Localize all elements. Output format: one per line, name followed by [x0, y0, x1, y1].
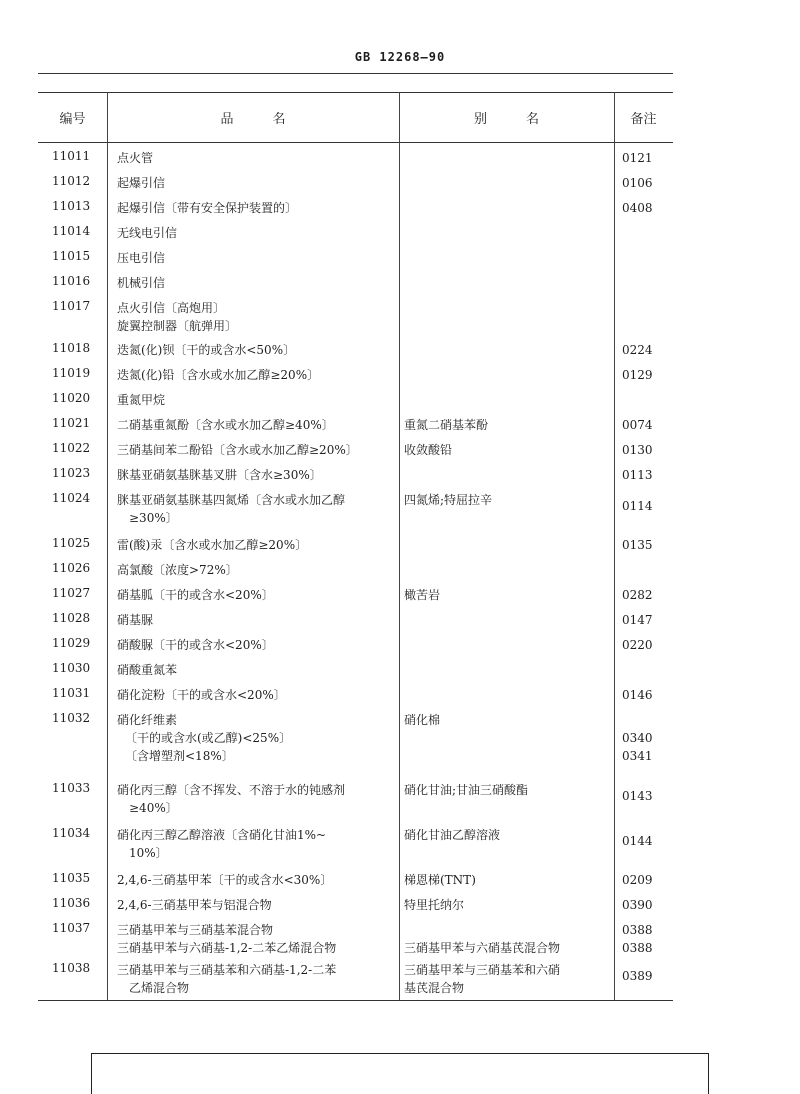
- row-name-line: 2,4,6-三硝基甲苯〔干的或含水<30%〕: [117, 873, 333, 887]
- row-alias: [404, 826, 612, 844]
- row-note: [622, 536, 672, 554]
- row-number: 11029: [52, 636, 91, 650]
- row-number: 11014: [52, 224, 91, 238]
- row-number: 11019: [52, 366, 91, 380]
- row-number: 11027: [52, 586, 91, 600]
- row-number: 11034: [52, 826, 91, 840]
- row-number: 11037: [52, 921, 91, 935]
- row-note-line: 0129: [622, 368, 653, 382]
- row-name-line: 机械引信: [117, 276, 166, 290]
- row-number: 11025: [52, 536, 91, 550]
- row-alias: [404, 711, 612, 729]
- row-number: 11033: [52, 781, 91, 795]
- row-name-line: 点火管: [117, 151, 154, 165]
- row-number: 11036: [52, 896, 91, 910]
- row-number: 11013: [52, 199, 91, 213]
- row-number: 11018: [52, 341, 91, 355]
- row-note-line: 0074: [622, 418, 653, 432]
- header-rule-top: [38, 73, 673, 74]
- row-name: [117, 249, 402, 267]
- row-name-line: 三硝基甲苯与三硝基苯混合物: [117, 923, 274, 937]
- row-name: [117, 441, 402, 459]
- row-name: [117, 274, 402, 292]
- row-number: 11028: [52, 611, 91, 625]
- row-note: [622, 686, 672, 704]
- row-note-line: 0224: [622, 343, 653, 357]
- row-note-line: 0389: [622, 969, 653, 983]
- row-name: [117, 536, 402, 554]
- row-alias: [404, 416, 612, 434]
- row-note-line: 0106: [622, 176, 653, 190]
- row-name: [117, 921, 402, 957]
- column-header-alias: 别 名: [473, 111, 539, 127]
- row-name: [117, 781, 402, 817]
- row-name: [117, 611, 402, 629]
- row-name-line: 脒基亚硝氨基脒基四氮烯〔含水或水加乙醇: [117, 493, 346, 507]
- row-name-line: 〔干的或含水(或乙醇)<25%〕: [125, 731, 292, 745]
- row-alias-line: 硝化棉: [404, 713, 441, 727]
- row-note-line: [622, 711, 672, 729]
- row-note-line: 0144: [622, 834, 653, 848]
- row-name: [117, 199, 402, 217]
- row-name-line: 点火引信〔高炮用〕: [117, 301, 226, 315]
- table-rule-bottom: [38, 1000, 673, 1001]
- row-name: [117, 491, 402, 527]
- row-note: [622, 832, 672, 850]
- row-number: 11012: [52, 174, 91, 188]
- row-alias-line: 硝化甘油乙醇溶液: [404, 828, 501, 842]
- row-name: [117, 711, 402, 765]
- row-number: 11030: [52, 661, 91, 675]
- row-note: [622, 967, 672, 985]
- row-note-line: 0390: [622, 898, 653, 912]
- row-name: [117, 586, 402, 604]
- row-name: [117, 661, 402, 679]
- document-header: GB 12268—90: [354, 50, 446, 64]
- row-alias: [404, 586, 612, 604]
- row-number: 11017: [52, 299, 91, 313]
- row-note-line: 0130: [622, 443, 653, 457]
- row-number: 11022: [52, 441, 91, 455]
- row-number: 11026: [52, 561, 91, 575]
- row-name: [117, 961, 402, 997]
- row-name-line: 2,4,6-三硝基甲苯与铝混合物: [117, 898, 272, 912]
- row-alias-line: 特里托纳尔: [404, 898, 465, 912]
- row-name: [117, 366, 402, 384]
- row-name-line: 〔含增塑剂<18%〕: [125, 749, 234, 763]
- row-number: 11023: [52, 466, 91, 480]
- row-alias-line: 梯恩梯(TNT): [404, 873, 476, 887]
- row-name-line: 迭氮(化)钡〔干的或含水<50%〕: [117, 343, 296, 357]
- row-alias-line: 三硝基甲苯与六硝基芪混合物: [404, 941, 561, 955]
- row-name-line: 脒基亚硝氨基脒基叉肼〔含水≥30%〕: [117, 468, 322, 482]
- row-note: [622, 199, 672, 217]
- row-note-line: 0388: [622, 923, 653, 937]
- row-number: 11015: [52, 249, 91, 263]
- row-name: [117, 149, 402, 167]
- row-number: 11011: [52, 149, 91, 163]
- row-alias: [404, 961, 612, 997]
- row-name-line: 硝基胍〔干的或含水<20%〕: [117, 588, 274, 602]
- row-number: 11020: [52, 391, 91, 405]
- row-note: [622, 466, 672, 484]
- row-note: [622, 416, 672, 434]
- row-alias-line: [404, 921, 612, 939]
- row-number: 11035: [52, 871, 91, 885]
- row-name-line: 硝基脲: [117, 613, 154, 627]
- row-alias: [404, 441, 612, 459]
- row-name-line: 硝化纤维素: [117, 713, 178, 727]
- row-name-line: 迭氮(化)铅〔含水或水加乙醇≥20%〕: [117, 368, 320, 382]
- row-note-line: 0121: [622, 151, 653, 165]
- row-name-line: 三硝基间苯二酚铅〔含水或水加乙醇≥20%〕: [117, 443, 358, 457]
- row-number: 11031: [52, 686, 91, 700]
- row-name-line: 压电引信: [117, 251, 166, 265]
- row-name: [117, 561, 402, 579]
- row-alias-line: 硝化甘油;甘油三硝酸酯: [404, 783, 529, 797]
- row-number: 11024: [52, 491, 91, 505]
- row-number: 11021: [52, 416, 91, 430]
- row-name: [117, 896, 402, 914]
- row-name-line: 三硝基甲苯与三硝基苯和六硝基-1,2-二苯: [117, 963, 337, 977]
- row-note: [622, 149, 672, 167]
- row-number: 11016: [52, 274, 91, 288]
- row-name-line: ≥40%〕: [129, 801, 178, 815]
- row-name-line: 起爆引信: [117, 176, 166, 190]
- row-note-line: 0220: [622, 638, 653, 652]
- row-name-line: 重氮甲烷: [117, 393, 166, 407]
- row-alias-line: 重氮二硝基苯酚: [404, 418, 489, 432]
- row-note-line: 0340: [622, 731, 653, 745]
- row-name: [117, 299, 402, 335]
- row-alias-line: 基芪混合物: [404, 981, 465, 995]
- row-note: [622, 586, 672, 604]
- column-divider-3: [614, 92, 615, 1000]
- row-name: [117, 636, 402, 654]
- row-alias: [404, 491, 612, 509]
- row-name-line: 无线电引信: [117, 226, 178, 240]
- row-note-line: 0135: [622, 538, 653, 552]
- row-note-line: 0146: [622, 688, 653, 702]
- row-note: [622, 871, 672, 889]
- row-name-line: 硝化淀粉〔干的或含水<20%〕: [117, 688, 286, 702]
- row-note: [622, 366, 672, 384]
- row-alias: [404, 921, 612, 957]
- column-header-name: 品 名: [220, 111, 286, 127]
- row-alias-line: 收敛酸铅: [404, 443, 453, 457]
- row-name-line: 起爆引信〔带有安全保护装置的〕: [117, 201, 298, 215]
- row-note: [622, 787, 672, 805]
- row-note: [622, 441, 672, 459]
- row-name-line: 硝化丙三醇乙醇溶液〔含硝化甘油1%~: [117, 828, 327, 842]
- row-alias-line: 三硝基甲苯与三硝基苯和六硝: [404, 963, 561, 977]
- row-note: [622, 636, 672, 654]
- row-name-line: 雷(酸)汞〔含水或水加乙醇≥20%〕: [117, 538, 308, 552]
- row-note: [622, 611, 672, 629]
- row-name-line: 三硝基甲苯与六硝基-1,2-二苯乙烯混合物: [117, 941, 337, 955]
- row-note-line: 0113: [622, 468, 653, 482]
- row-name-line: 二硝基重氮酚〔含水或水加乙醇≥40%〕: [117, 418, 334, 432]
- row-note-line: 0388: [622, 941, 653, 955]
- row-name: [117, 826, 402, 862]
- row-name: [117, 174, 402, 192]
- row-name-line: 旋翼控制器〔航弹用〕: [117, 319, 238, 333]
- row-alias-line: 橄苦岩: [404, 588, 441, 602]
- row-note: [622, 711, 672, 765]
- row-number: 11032: [52, 711, 91, 725]
- row-note-line: 0114: [622, 499, 653, 513]
- row-note: [622, 896, 672, 914]
- row-note: [622, 341, 672, 359]
- row-note-line: 0341: [622, 749, 653, 763]
- row-note-line: 0147: [622, 613, 653, 627]
- row-name-line: 硝酸脲〔干的或含水<20%〕: [117, 638, 274, 652]
- row-name-line: 硝化丙三醇〔含不挥发、不溶于水的钝感剂: [117, 783, 346, 797]
- row-number: 11038: [52, 961, 91, 975]
- row-note: [622, 497, 672, 515]
- row-note: [622, 921, 672, 957]
- row-alias: [404, 896, 612, 914]
- row-alias: [404, 781, 612, 799]
- row-alias: [404, 871, 612, 889]
- row-name-line: 硝酸重氮苯: [117, 663, 178, 677]
- row-name-line: 乙烯混合物: [129, 981, 190, 995]
- table-header-rule: [38, 142, 673, 143]
- row-name: [117, 391, 402, 409]
- row-name: [117, 686, 402, 704]
- row-note-line: 0282: [622, 588, 653, 602]
- row-name-line: 10%〕: [129, 846, 168, 860]
- column-header-note: 备注: [630, 111, 657, 127]
- row-name: [117, 341, 402, 359]
- row-note-line: 0143: [622, 789, 653, 803]
- row-note: [622, 174, 672, 192]
- row-note-line: 0209: [622, 873, 653, 887]
- row-name-line: ≥30%〕: [129, 511, 178, 525]
- column-header-number: 编号: [59, 111, 86, 127]
- row-name: [117, 466, 402, 484]
- row-name: [117, 871, 402, 889]
- row-name: [117, 224, 402, 242]
- row-note-line: 0408: [622, 201, 653, 215]
- row-name: [117, 416, 402, 434]
- bottom-frame: [91, 1053, 709, 1094]
- row-alias-line: 四氮烯;特屈拉辛: [404, 493, 493, 507]
- row-name-line: 高氯酸〔浓度>72%〕: [117, 563, 238, 577]
